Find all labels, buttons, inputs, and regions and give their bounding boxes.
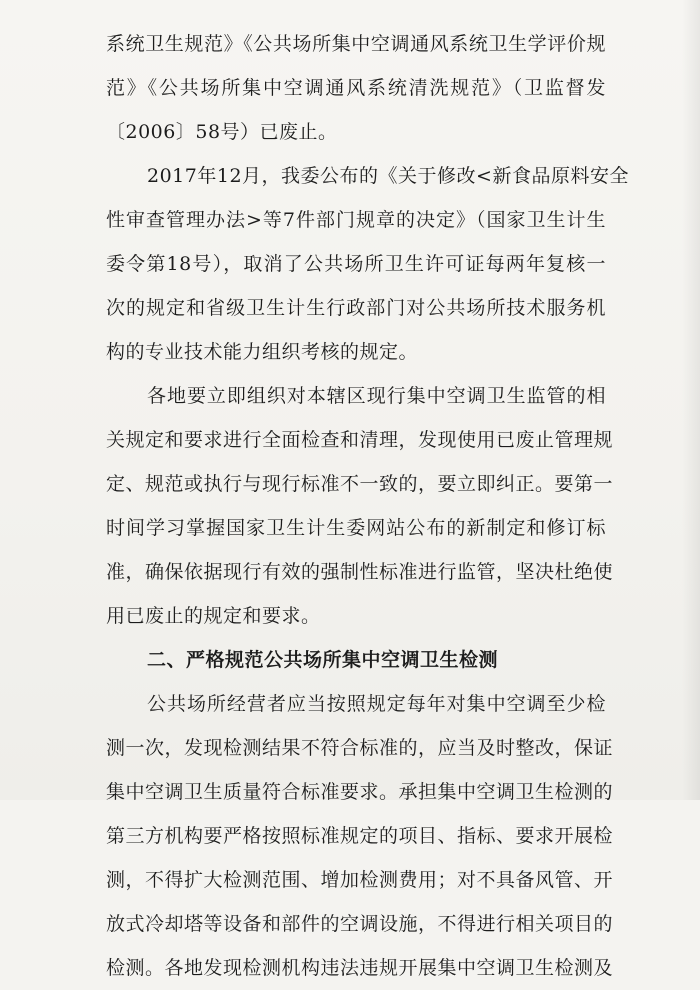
text-line: 公共场所经营者应当按照规定每年对集中空调至少检 (147, 693, 606, 715)
text-line: 放式冷却塔等设备和部件的空调设施，不得进行相关项目的 (106, 913, 614, 935)
paragraph-hvac-testing (106, 682, 614, 990)
text-line: 集中空调卫生质量符合标准要求。承担集中空调卫生检测的 (106, 781, 614, 803)
paragraph-2017-decision (106, 154, 629, 374)
text-line: 委令第18号），取消了公共场所卫生许可证每两年复核一 (106, 253, 606, 275)
paragraph-repealed-standards (106, 22, 606, 154)
paragraph-inspection-cleanup (106, 374, 614, 638)
text-line: 准，确保依据现行有效的强制性标准进行监管，坚决杜绝使 (106, 561, 614, 583)
text-line: 构的专业技术能力组织考核的规定。 (106, 341, 419, 363)
text-line: 〔2006〕58号）已废止。 (106, 121, 338, 143)
text-line: 测，不得扩大检测范围、增加检测费用；对不具备风管、开 (106, 869, 614, 891)
page-edge-shadow (682, 0, 700, 800)
document-body (106, 22, 629, 990)
text-line: 2017年12月，我委公布的《关于修改<新食品原料安全 (147, 165, 629, 187)
section-heading-2 (106, 638, 606, 682)
text-line: 性审查管理办法>等7件部门规章的决定》（国家卫生计生 (106, 209, 606, 231)
text-line: 检测。各地发现检测机构违法违规开展集中空调卫生检测及 (106, 957, 614, 979)
text-line: 范》《公共场所集中空调通风系统清洗规范》（卫监督发 (106, 77, 606, 99)
text-line: 关规定和要求进行全面检查和清理，发现使用已废止管理规 (106, 429, 614, 451)
text-line: 系统卫生规范》《公共场所集中空调通风系统卫生学评价规 (106, 33, 606, 55)
text-line: 测一次，发现检测结果不符合标准的，应当及时整改，保证 (106, 737, 614, 759)
text-line: 时间学习掌握国家卫生计生委网站公布的新制定和修订标 (106, 517, 606, 539)
text-line: 第三方机构要严格按照标准规定的项目、指标、要求开展检 (106, 825, 614, 847)
section-heading-text: 二、严格规范公共场所集中空调卫生检测 (147, 649, 499, 671)
text-line: 次的规定和省级卫生计生行政部门对公共场所技术服务机 (106, 297, 606, 319)
text-line: 各地要立即组织对本辖区现行集中空调卫生监管的相 (147, 385, 606, 407)
text-line: 定、规范或执行与现行标准不一致的，要立即纠正。要第一 (106, 473, 614, 495)
text-line: 用已废止的规定和要求。 (106, 605, 321, 627)
